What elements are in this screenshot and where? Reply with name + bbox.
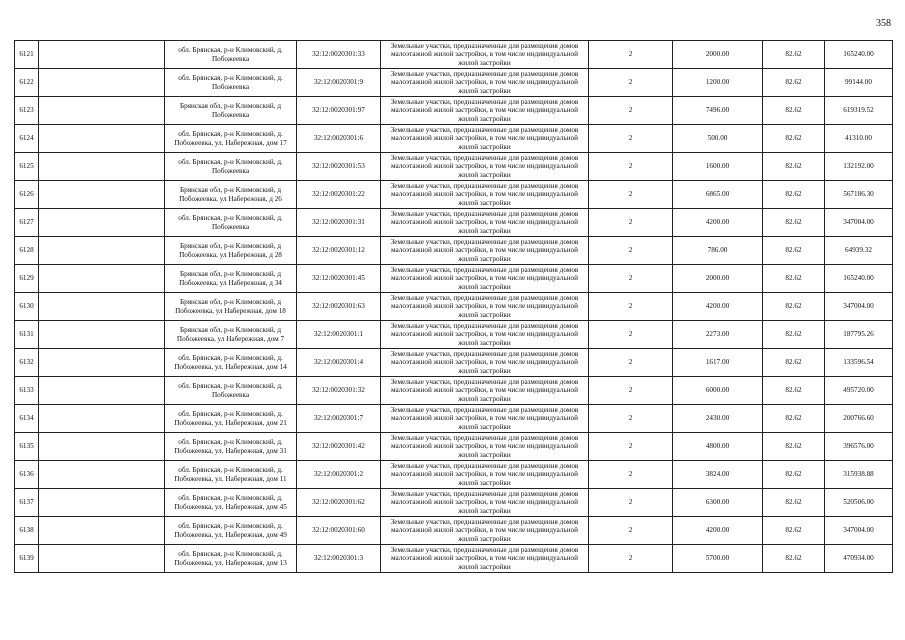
land-use-cell: Земельные участки, предназначенные для размещения домов малоэтажной жилой застройки, в том числе индивидуальной жилой застройки (381, 349, 589, 377)
group-cell: 2 (589, 237, 673, 265)
address-cell: Брянская обл, р-н Климовский, д Побожеевка, ул Набережная, дом 7 (165, 321, 297, 349)
empty-cell (39, 69, 165, 97)
land-use-cell: Земельные участки, предназначенные для размещения домов малоэтажной жилой застройки, в том числе индивидуальной жилой застройки (381, 153, 589, 181)
cadastral-number-cell: 32:12:0020301:22 (297, 181, 381, 209)
area-cell: 6300.00 (673, 489, 763, 517)
land-use-cell: Земельные участки, предназначенные для размещения домов малоэтажной жилой застройки, в том числе индивидуальной жилой застройки (381, 97, 589, 125)
empty-cell (39, 517, 165, 545)
cadastral-number-cell: 32:12:0020301:4 (297, 349, 381, 377)
table-row (15, 265, 893, 293)
row-id-cell: 6137 (15, 489, 39, 517)
land-use-cell: Земельные участки, предназначенные для размещения домов малоэтажной жилой застройки, в том числе индивидуальной жилой застройки (381, 545, 589, 573)
rate-cell: 82.62 (763, 69, 825, 97)
row-id-cell: 6134 (15, 405, 39, 433)
rate-cell: 82.62 (763, 181, 825, 209)
area-cell: 4200.00 (673, 293, 763, 321)
area-cell: 2430.00 (673, 405, 763, 433)
cadastral-number-cell: 32:12:0020301:97 (297, 97, 381, 125)
group-cell: 2 (589, 125, 673, 153)
rate-cell: 82.62 (763, 405, 825, 433)
empty-cell (39, 433, 165, 461)
address-cell: обл. Брянская, р-н Климовский, д. Побожеевка, ул. Набережная, дом 11 (165, 461, 297, 489)
table-body (15, 41, 893, 573)
table-row (15, 153, 893, 181)
table-row (15, 41, 893, 69)
rate-cell: 82.62 (763, 237, 825, 265)
row-id-cell: 6136 (15, 461, 39, 489)
group-cell: 2 (589, 461, 673, 489)
land-use-cell: Земельные участки, предназначенные для размещения домов малоэтажной жилой застройки, в том числе индивидуальной жилой застройки (381, 461, 589, 489)
cadastral-value-cell: 165240.00 (825, 265, 893, 293)
empty-cell (39, 181, 165, 209)
rate-cell: 82.62 (763, 545, 825, 573)
table-row (15, 517, 893, 545)
address-cell: Брянская обл, р-н Климовский, д Побожеевка, ул Набережная, дом 18 (165, 293, 297, 321)
area-cell: 4200.00 (673, 517, 763, 545)
table-row (15, 97, 893, 125)
rate-cell: 82.62 (763, 125, 825, 153)
rate-cell: 82.62 (763, 461, 825, 489)
cadastral-number-cell: 32:12:0020301:3 (297, 545, 381, 573)
land-use-cell: Земельные участки, предназначенные для размещения домов малоэтажной жилой застройки, в том числе индивидуальной жилой застройки (381, 433, 589, 461)
empty-cell (39, 41, 165, 69)
group-cell: 2 (589, 265, 673, 293)
cadastral-value-cell: 133596.54 (825, 349, 893, 377)
empty-cell (39, 321, 165, 349)
cadastral-value-cell: 347004.00 (825, 517, 893, 545)
table-row (15, 69, 893, 97)
land-use-cell: Земельные участки, предназначенные для размещения домов малоэтажной жилой застройки, в том числе индивидуальной жилой застройки (381, 321, 589, 349)
area-cell: 1200.00 (673, 69, 763, 97)
area-cell: 7496.00 (673, 97, 763, 125)
address-cell: Брянская обл, р-н Климовский, д Побожеевка, ул Набережная, д 28 (165, 237, 297, 265)
rate-cell: 82.62 (763, 433, 825, 461)
group-cell: 2 (589, 349, 673, 377)
cadastral-number-cell: 32:12:0020301:9 (297, 69, 381, 97)
table-row (15, 545, 893, 573)
table-row (15, 349, 893, 377)
row-id-cell: 6123 (15, 97, 39, 125)
group-cell: 2 (589, 69, 673, 97)
row-id-cell: 6128 (15, 237, 39, 265)
area-cell: 1617.00 (673, 349, 763, 377)
cadastral-number-cell: 32:12:0020301:62 (297, 489, 381, 517)
table-row (15, 125, 893, 153)
rate-cell: 82.62 (763, 265, 825, 293)
row-id-cell: 6124 (15, 125, 39, 153)
empty-cell (39, 461, 165, 489)
area-cell: 1600.00 (673, 153, 763, 181)
cadastral-number-cell: 32:12:0020301:33 (297, 41, 381, 69)
empty-cell (39, 489, 165, 517)
group-cell: 2 (589, 153, 673, 181)
cadastral-value-cell: 567186.30 (825, 181, 893, 209)
area-cell: 786.00 (673, 237, 763, 265)
cadastral-value-cell: 41310.00 (825, 125, 893, 153)
cadastral-number-cell: 32:12:0020301:12 (297, 237, 381, 265)
address-cell: обл. Брянская, р-н Климовский, д. Побожеевка, ул. Набережная, дом 21 (165, 405, 297, 433)
land-use-cell: Земельные участки, предназначенные для размещения домов малоэтажной жилой застройки, в том числе индивидуальной жилой застройки (381, 517, 589, 545)
area-cell: 500.00 (673, 125, 763, 153)
cadastral-number-cell: 32:12:0020301:53 (297, 153, 381, 181)
area-cell: 4200.00 (673, 209, 763, 237)
land-use-cell: Земельные участки, предназначенные для размещения домов малоэтажной жилой застройки, в том числе индивидуальной жилой застройки (381, 41, 589, 69)
cadastral-number-cell: 32:12:0020301:60 (297, 517, 381, 545)
cadastral-value-cell: 396576.00 (825, 433, 893, 461)
area-cell: 4800.00 (673, 433, 763, 461)
cadastral-number-cell: 32:12:0020301:32 (297, 377, 381, 405)
rate-cell: 82.62 (763, 209, 825, 237)
table-row (15, 461, 893, 489)
group-cell: 2 (589, 181, 673, 209)
rate-cell: 82.62 (763, 377, 825, 405)
rate-cell: 82.62 (763, 321, 825, 349)
cadastral-number-cell: 32:12:0020301:6 (297, 125, 381, 153)
cadastral-number-cell: 32:12:0020301:7 (297, 405, 381, 433)
table-row (15, 321, 893, 349)
cadastral-value-cell: 347004.00 (825, 209, 893, 237)
empty-cell (39, 237, 165, 265)
row-id-cell: 6121 (15, 41, 39, 69)
cadastral-number-cell: 32:12:0020301:42 (297, 433, 381, 461)
cadastral-value-cell: 165240.00 (825, 41, 893, 69)
group-cell: 2 (589, 293, 673, 321)
area-cell: 6865.00 (673, 181, 763, 209)
address-cell: обл. Брянская, р-н Климовский, д. Побожеевка, ул. Набережная, дом 14 (165, 349, 297, 377)
area-cell: 2000.00 (673, 265, 763, 293)
rate-cell: 82.62 (763, 153, 825, 181)
group-cell: 2 (589, 545, 673, 573)
address-cell: обл. Брянская, р-н Климовский, д. Побожеевка, ул. Набережная, дом 17 (165, 125, 297, 153)
row-id-cell: 6125 (15, 153, 39, 181)
land-use-cell: Земельные участки, предназначенные для размещения домов малоэтажной жилой застройки, в том числе индивидуальной жилой застройки (381, 181, 589, 209)
empty-cell (39, 405, 165, 433)
page-number: 358 (876, 18, 891, 29)
cadastral-value-cell: 99144.00 (825, 69, 893, 97)
cadastral-value-cell: 495720.00 (825, 377, 893, 405)
address-cell: обл. Брянская, р-н Климовский, д. Побожеевка (165, 377, 297, 405)
empty-cell (39, 265, 165, 293)
rate-cell: 82.62 (763, 489, 825, 517)
land-use-cell: Земельные участки, предназначенные для размещения домов малоэтажной жилой застройки, в том числе индивидуальной жилой застройки (381, 405, 589, 433)
land-use-cell: Земельные участки, предназначенные для размещения домов малоэтажной жилой застройки, в том числе индивидуальной жилой застройки (381, 265, 589, 293)
empty-cell (39, 153, 165, 181)
table-row (15, 181, 893, 209)
area-cell: 5700.00 (673, 545, 763, 573)
cadastral-value-cell: 619319.52 (825, 97, 893, 125)
table-row (15, 489, 893, 517)
row-id-cell: 6130 (15, 293, 39, 321)
row-id-cell: 6133 (15, 377, 39, 405)
empty-cell (39, 545, 165, 573)
address-cell: обл. Брянская, р-н Климовский, д. Побожеевка (165, 41, 297, 69)
address-cell: обл. Брянская, р-н Климовский, д. Побожеевка (165, 69, 297, 97)
cadastral-value-cell: 315938.88 (825, 461, 893, 489)
land-use-cell: Земельные участки, предназначенные для размещения домов малоэтажной жилой застройки, в том числе индивидуальной жилой застройки (381, 125, 589, 153)
address-cell: обл. Брянская, р-н Климовский, д. Побожеевка, ул. Набережная, дом 45 (165, 489, 297, 517)
group-cell: 2 (589, 489, 673, 517)
group-cell: 2 (589, 405, 673, 433)
cadastral-value-cell: 200766.60 (825, 405, 893, 433)
land-use-cell: Земельные участки, предназначенные для размещения домов малоэтажной жилой застройки, в том числе индивидуальной жилой застройки (381, 209, 589, 237)
address-cell: Брянская обл, р-н Климовский, д Побожеевка, ул Набережная, д 26 (165, 181, 297, 209)
cadastral-number-cell: 32:12:0020301:1 (297, 321, 381, 349)
cadastral-value-cell: 187795.26 (825, 321, 893, 349)
land-use-cell: Земельные участки, предназначенные для размещения домов малоэтажной жилой застройки, в том числе индивидуальной жилой застройки (381, 489, 589, 517)
table-row (15, 209, 893, 237)
empty-cell (39, 293, 165, 321)
group-cell: 2 (589, 377, 673, 405)
row-id-cell: 6132 (15, 349, 39, 377)
address-cell: обл. Брянская, р-н Климовский, д. Побожеевка, ул. Набережная, дом 49 (165, 517, 297, 545)
empty-cell (39, 209, 165, 237)
land-use-cell: Земельные участки, предназначенные для размещения домов малоэтажной жилой застройки, в том числе индивидуальной жилой застройки (381, 377, 589, 405)
address-cell: обл. Брянская, р-н Климовский, д. Побожеевка (165, 209, 297, 237)
row-id-cell: 6129 (15, 265, 39, 293)
address-cell: обл. Брянская, р-н Климовский, д. Побожеевка (165, 153, 297, 181)
row-id-cell: 6131 (15, 321, 39, 349)
group-cell: 2 (589, 433, 673, 461)
rate-cell: 82.62 (763, 293, 825, 321)
cadastral-value-cell: 470934.00 (825, 545, 893, 573)
empty-cell (39, 125, 165, 153)
group-cell: 2 (589, 321, 673, 349)
table-row (15, 405, 893, 433)
address-cell: обл. Брянская, р-н Климовский, д. Побожеевка, ул. Набережная, дом 13 (165, 545, 297, 573)
cadastral-number-cell: 32:12:0020301:45 (297, 265, 381, 293)
cadastral-number-cell: 32:12:0020301:2 (297, 461, 381, 489)
address-cell: обл. Брянская, р-н Климовский, д. Побожеевка, ул. Набережная, дом 31 (165, 433, 297, 461)
group-cell: 2 (589, 41, 673, 69)
row-id-cell: 6139 (15, 545, 39, 573)
cadastral-value-cell: 520506.00 (825, 489, 893, 517)
rate-cell: 82.62 (763, 97, 825, 125)
empty-cell (39, 97, 165, 125)
cadastral-number-cell: 32:12:0020301:31 (297, 209, 381, 237)
row-id-cell: 6135 (15, 433, 39, 461)
cadastral-number-cell: 32:12:0020301:63 (297, 293, 381, 321)
table-row (15, 377, 893, 405)
row-id-cell: 6127 (15, 209, 39, 237)
group-cell: 2 (589, 97, 673, 125)
table-row (15, 237, 893, 265)
area-cell: 2000.00 (673, 41, 763, 69)
rate-cell: 82.62 (763, 41, 825, 69)
address-cell: Брянская обл, р-н Климовский, д Побожеевка (165, 97, 297, 125)
land-use-cell: Земельные участки, предназначенные для размещения домов малоэтажной жилой застройки, в том числе индивидуальной жилой застройки (381, 237, 589, 265)
area-cell: 2273.00 (673, 321, 763, 349)
group-cell: 2 (589, 517, 673, 545)
cadastral-value-cell: 347004.00 (825, 293, 893, 321)
row-id-cell: 6126 (15, 181, 39, 209)
row-id-cell: 6138 (15, 517, 39, 545)
empty-cell (39, 377, 165, 405)
group-cell: 2 (589, 209, 673, 237)
area-cell: 3824.00 (673, 461, 763, 489)
land-plots-table (14, 40, 893, 573)
empty-cell (39, 349, 165, 377)
cadastral-value-cell: 64939.32 (825, 237, 893, 265)
row-id-cell: 6122 (15, 69, 39, 97)
rate-cell: 82.62 (763, 517, 825, 545)
table-row (15, 293, 893, 321)
table-row (15, 433, 893, 461)
land-use-cell: Земельные участки, предназначенные для размещения домов малоэтажной жилой застройки, в том числе индивидуальной жилой застройки (381, 69, 589, 97)
rate-cell: 82.62 (763, 349, 825, 377)
area-cell: 6000.00 (673, 377, 763, 405)
land-use-cell: Земельные участки, предназначенные для размещения домов малоэтажной жилой застройки, в том числе индивидуальной жилой застройки (381, 293, 589, 321)
address-cell: Брянская обл, р-н Климовский, д Побожеевка, ул Набережная, д 34 (165, 265, 297, 293)
cadastral-value-cell: 132192.00 (825, 153, 893, 181)
